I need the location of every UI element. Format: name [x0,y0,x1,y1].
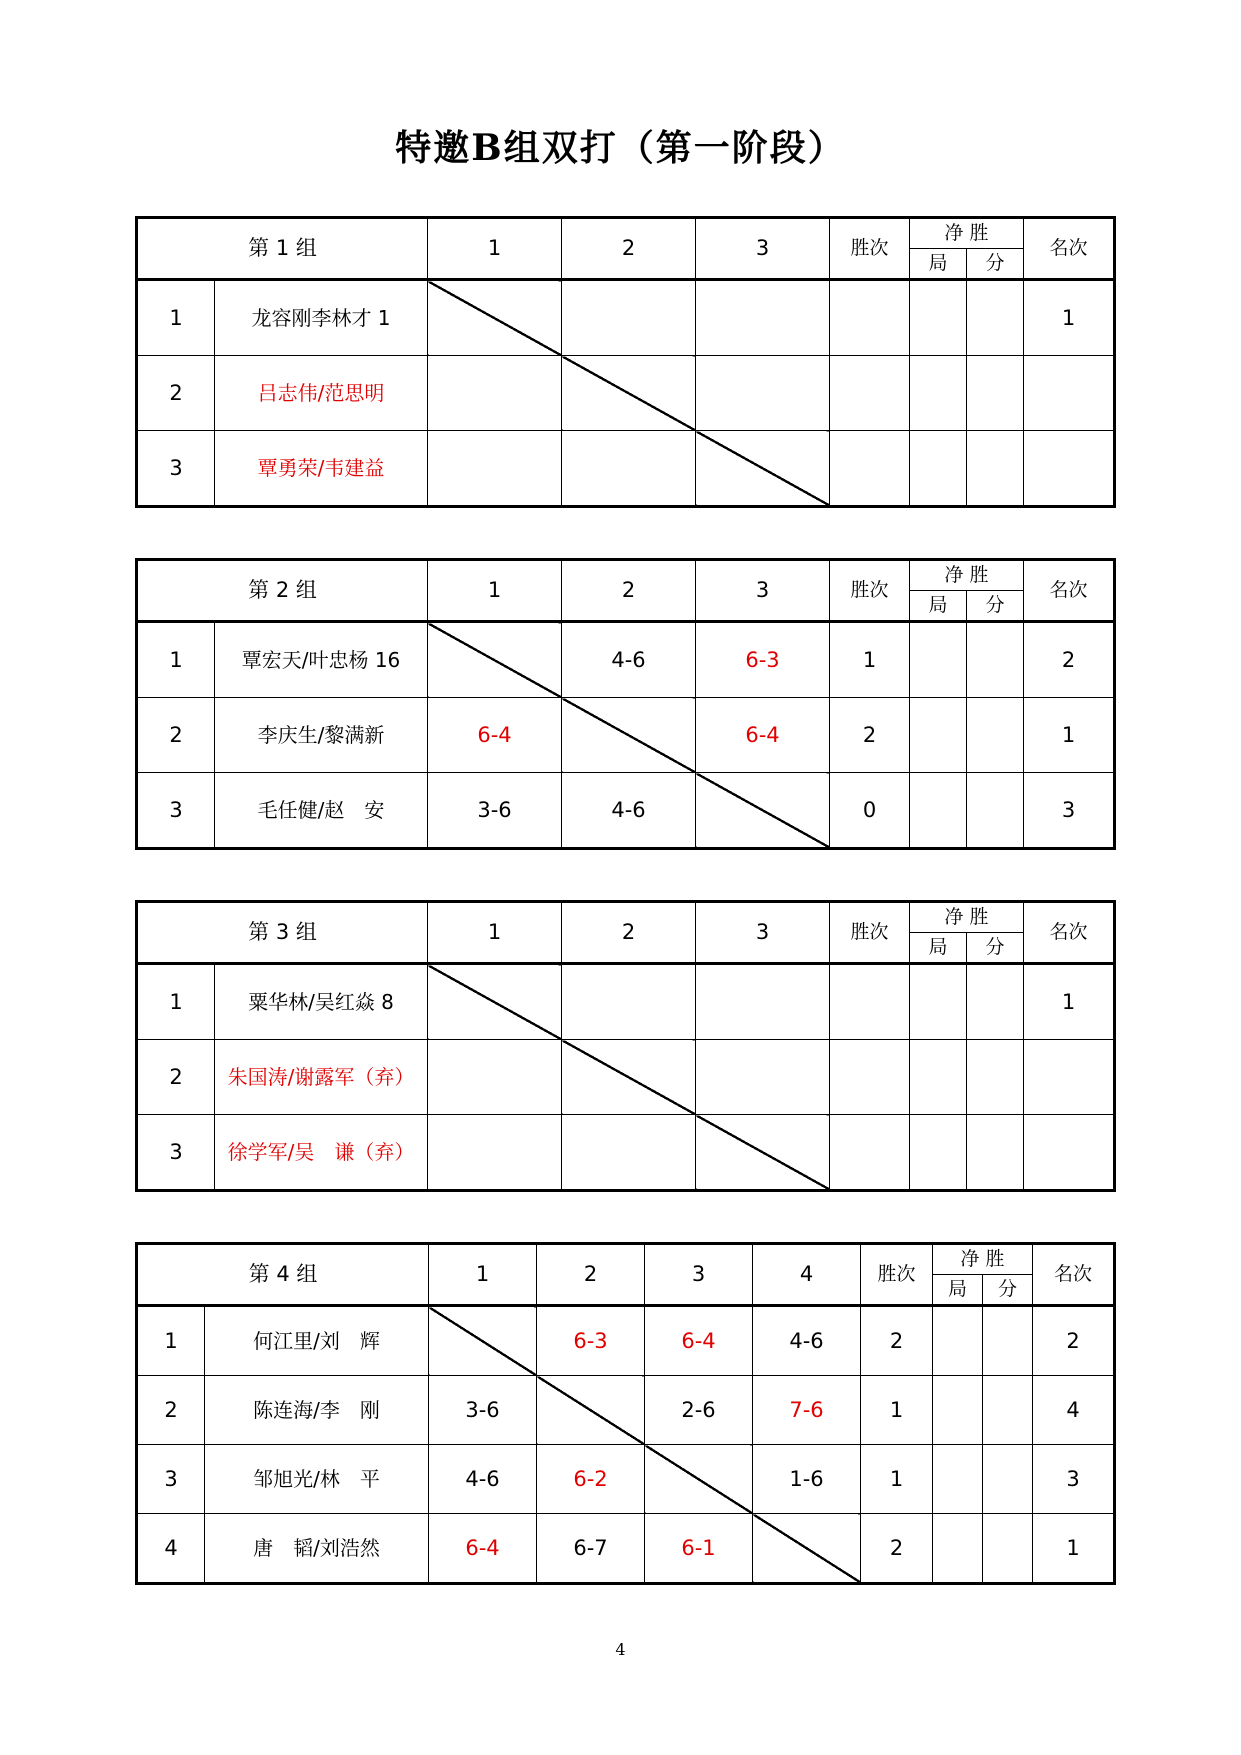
wins-value: 0 [830,773,910,849]
rank-header: 名次 [1033,1244,1115,1306]
net-games-value [910,773,967,849]
player-row [137,1040,1115,1115]
seed-number: 1 [137,964,215,1040]
net-points-value [967,964,1024,1040]
self-match-cell [562,1040,696,1115]
wins-value [830,964,910,1040]
rank-value [1024,356,1115,431]
match-score [696,1040,830,1115]
net-games-value [910,698,967,773]
match-score: 3-6 [428,773,562,849]
net-points-value [967,698,1024,773]
rank-value: 3 [1024,773,1115,849]
match-score [562,1115,696,1191]
col-header: 1 [429,1244,537,1306]
match-score [428,431,562,507]
self-match-cell [537,1376,645,1445]
seed-number: 3 [137,773,215,849]
col-header: 3 [696,902,830,964]
player-row [137,356,1115,431]
games-header: 局 [910,591,967,622]
player-names: 毛任健/赵 安 [215,773,428,849]
col-header: 3 [696,218,830,280]
rank-value: 2 [1033,1306,1115,1376]
wins-value [830,1040,910,1115]
rank-value [1024,1115,1115,1191]
player-row [137,1514,1115,1584]
net-points-value [967,622,1024,698]
wins-value [830,431,910,507]
group-label: 第 3 组 [137,902,428,964]
col-header: 1 [428,560,562,622]
wins-value [830,280,910,356]
match-score [696,280,830,356]
rank-value: 1 [1033,1514,1115,1584]
col-header: 1 [428,902,562,964]
net-points-value [983,1445,1033,1514]
match-score [562,964,696,1040]
wins-header: 胜次 [830,902,910,964]
games-header: 局 [933,1275,983,1306]
match-score: 3-6 [429,1376,537,1445]
wins-value [830,1115,910,1191]
player-row [137,1306,1115,1376]
seed-number: 1 [137,622,215,698]
player-names: 覃宏天/叶忠杨 16 [215,622,428,698]
player-names: 龙容刚李林才 1 [215,280,428,356]
seed-number: 3 [137,1445,205,1514]
player-row [137,1376,1115,1445]
group-label: 第 4 组 [137,1244,429,1306]
group-label: 第 2 组 [137,560,428,622]
seed-number: 2 [137,1040,215,1115]
seed-number: 2 [137,1376,205,1445]
rank-value: 1 [1024,698,1115,773]
self-match-cell [696,773,830,849]
self-match-cell [645,1445,753,1514]
group-table-3 [135,900,1116,1192]
self-match-cell [562,698,696,773]
net-points-value [983,1306,1033,1376]
player-names: 粟华林/吴红焱 8 [215,964,428,1040]
rank-header: 名次 [1024,218,1115,280]
wins-value: 1 [861,1445,933,1514]
player-names: 邹旭光/林 平 [205,1445,429,1514]
player-names: 覃勇荣/韦建益 [215,431,428,507]
page-number: 4 [615,1640,626,1659]
match-score: 2-6 [645,1376,753,1445]
seed-number: 2 [137,356,215,431]
rank-value: 3 [1033,1445,1115,1514]
self-match-cell [696,1115,830,1191]
net-games-value [933,1514,983,1584]
net-games-value [910,431,967,507]
wins-header: 胜次 [861,1244,933,1306]
group-label: 第 1 组 [137,218,428,280]
match-score: 6-4 [428,698,562,773]
rank-value [1024,1040,1115,1115]
col-header: 3 [645,1244,753,1306]
seed-number: 3 [137,1115,215,1191]
wins-value: 2 [861,1306,933,1376]
wins-value [830,356,910,431]
player-names: 唐 韬/刘浩然 [205,1514,429,1584]
self-match-cell [696,431,830,507]
net-games-value [933,1376,983,1445]
col-header: 2 [537,1244,645,1306]
match-score: 4-6 [562,622,696,698]
player-names: 朱国涛/谢露军（弃） [215,1040,428,1115]
match-score: 6-4 [429,1514,537,1584]
player-row [137,773,1115,849]
group-table-4 [135,1242,1116,1585]
self-match-cell [429,1306,537,1376]
match-score [562,280,696,356]
net-points-value [983,1514,1033,1584]
player-row [137,1115,1115,1191]
col-header: 2 [562,902,696,964]
net-games-value [910,1115,967,1191]
rank-value: 4 [1033,1376,1115,1445]
player-row [137,431,1115,507]
match-score: 6-4 [696,698,830,773]
net-games-value [910,622,967,698]
wins-header: 胜次 [830,218,910,280]
wins-value: 2 [830,698,910,773]
match-score: 6-4 [645,1306,753,1376]
net-games-value [910,356,967,431]
seed-number: 1 [137,280,215,356]
games-header: 局 [910,249,967,280]
rank-value: 1 [1024,280,1115,356]
rank-value: 1 [1024,964,1115,1040]
seed-number: 3 [137,431,215,507]
match-score [696,964,830,1040]
net-points-value [967,1040,1024,1115]
net-games-value [933,1306,983,1376]
wins-value: 1 [861,1376,933,1445]
col-header: 1 [428,218,562,280]
net-win-header: 净 胜 [910,560,1024,591]
net-points-value [967,280,1024,356]
points-header: 分 [967,933,1024,964]
self-match-cell [753,1514,861,1584]
self-match-cell [562,356,696,431]
col-header: 2 [562,560,696,622]
match-score: 6-3 [537,1306,645,1376]
match-score [696,356,830,431]
net-win-header: 净 胜 [910,218,1024,249]
rank-header: 名次 [1024,560,1115,622]
points-header: 分 [967,591,1024,622]
match-score: 7-6 [753,1376,861,1445]
self-match-cell [428,280,562,356]
match-score [428,1040,562,1115]
wins-header: 胜次 [830,560,910,622]
col-header: 4 [753,1244,861,1306]
player-row [137,698,1115,773]
rank-value [1024,431,1115,507]
col-header: 3 [696,560,830,622]
group-table-1 [135,216,1116,508]
self-match-cell [428,622,562,698]
net-games-value [933,1445,983,1514]
player-names: 何江里/刘 辉 [205,1306,429,1376]
col-header: 2 [562,218,696,280]
seed-number: 4 [137,1514,205,1584]
player-names: 徐学军/吴 谦（弃） [215,1115,428,1191]
match-score [428,356,562,431]
player-names: 陈连海/李 刚 [205,1376,429,1445]
match-score: 6-2 [537,1445,645,1514]
net-win-header: 净 胜 [933,1244,1033,1275]
player-row [137,964,1115,1040]
match-score: 1-6 [753,1445,861,1514]
net-games-value [910,280,967,356]
seed-number: 1 [137,1306,205,1376]
net-points-value [967,1115,1024,1191]
net-points-value [967,431,1024,507]
match-score [562,431,696,507]
net-win-header: 净 胜 [910,902,1024,933]
rank-value: 2 [1024,622,1115,698]
games-header: 局 [910,933,967,964]
match-score: 6-3 [696,622,830,698]
match-score: 4-6 [753,1306,861,1376]
match-score: 6-1 [645,1514,753,1584]
net-games-value [910,1040,967,1115]
match-score: 4-6 [562,773,696,849]
net-points-value [983,1376,1033,1445]
points-header: 分 [983,1275,1033,1306]
self-match-cell [428,964,562,1040]
player-row [137,280,1115,356]
player-names: 吕志伟/范思明 [215,356,428,431]
player-row [137,1445,1115,1514]
wins-value: 2 [861,1514,933,1584]
net-points-value [967,773,1024,849]
player-row [137,622,1115,698]
page-title: 特邀B组双打（第一阶段） [395,127,846,169]
match-score [428,1115,562,1191]
rank-header: 名次 [1024,902,1115,964]
net-points-value [967,356,1024,431]
points-header: 分 [967,249,1024,280]
group-table-2 [135,558,1116,850]
seed-number: 2 [137,698,215,773]
match-score: 4-6 [429,1445,537,1514]
wins-value: 1 [830,622,910,698]
net-games-value [910,964,967,1040]
match-score: 6-7 [537,1514,645,1584]
player-names: 李庆生/黎满新 [215,698,428,773]
